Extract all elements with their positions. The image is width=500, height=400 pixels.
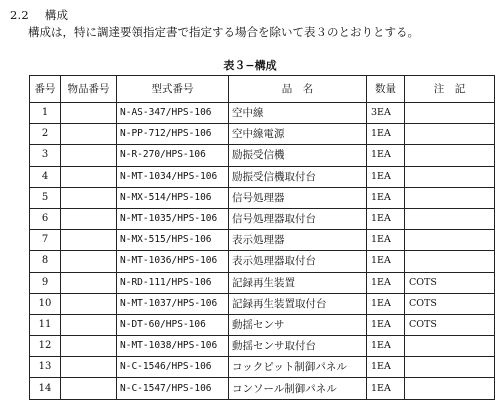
cell-note: COTS [405,314,495,335]
cell-item-no [61,187,117,208]
table-row [30,145,495,166]
table-row [30,378,495,399]
table-row [30,272,495,293]
header-item-no: 物品番号 [61,76,117,103]
cell-qty: 1EA [367,251,405,272]
cell-item-no [61,230,117,251]
cell-qty: 1EA [367,378,405,399]
cell-no: 4 [30,166,61,187]
cell-model: N-MT-1036/HPS-106 [117,251,229,272]
cell-no: 1 [30,103,61,124]
cell-item-no [61,251,117,272]
cell-qty: 1EA [367,357,405,378]
intro-paragraph: 構成は，特に調達要領指定書で指定する場合を除いて表３のとおりとする。 [28,25,419,39]
cell-no: 5 [30,187,61,208]
cell-no: 3 [30,145,61,166]
cell-no: 13 [30,357,61,378]
cell-item-no [61,314,117,335]
cell-item-no [61,208,117,229]
cell-no: 12 [30,336,61,357]
table-header-row [30,76,495,103]
cell-model: N-C-1546/HPS-106 [117,357,229,378]
cell-qty: 3EA [367,103,405,124]
cell-note [405,230,495,251]
cell-no: 11 [30,314,61,335]
cell-name: 動揺センサ取付台 [229,336,367,357]
cell-model: N-AS-347/HPS-106 [117,103,229,124]
cell-qty: 1EA [367,208,405,229]
cell-no: 7 [30,230,61,251]
header-model: 型式番号 [117,76,229,103]
cell-no: 8 [30,251,61,272]
cell-note [405,357,495,378]
cell-item-no [61,103,117,124]
cell-note: COTS [405,293,495,314]
cell-no: 10 [30,293,61,314]
section-title: 構成 [44,8,69,22]
cell-qty: 1EA [367,314,405,335]
table-row [30,166,495,187]
header-note: 注 記 [405,76,495,103]
cell-item-no [61,336,117,357]
cell-item-no [61,124,117,145]
cell-no: 2 [30,124,61,145]
cell-item-no [61,145,117,166]
cell-name: 表示処理器 [229,230,367,251]
cell-name: 信号処理器 [229,187,367,208]
table-row [30,251,495,272]
cell-qty: 1EA [367,187,405,208]
cell-note [405,187,495,208]
table-row [30,293,495,314]
cell-note: COTS [405,272,495,293]
header-name: 品 名 [229,76,367,103]
cell-model: N-MT-1035/HPS-106 [117,208,229,229]
cell-name: 空中線電源 [229,124,367,145]
table-row [30,103,495,124]
cell-model: N-C-1547/HPS-106 [117,378,229,399]
cell-model: N-MT-1038/HPS-106 [117,336,229,357]
cell-model: N-PP-712/HPS-106 [117,124,229,145]
table-row [30,357,495,378]
cell-name: コンソール制御パネル [229,378,367,399]
table-row [30,187,495,208]
cell-item-no [61,357,117,378]
cell-item-no [61,378,117,399]
cell-item-no [61,272,117,293]
section-heading [10,7,68,23]
cell-qty: 1EA [367,293,405,314]
cell-note [405,208,495,229]
cell-item-no [61,166,117,187]
cell-model: N-MX-514/HPS-106 [117,187,229,208]
cell-model: N-DT-60/HPS-106 [117,314,229,335]
header-no: 番号 [30,76,61,103]
cell-note [405,124,495,145]
table-row [30,336,495,357]
cell-qty: 1EA [367,145,405,166]
configuration-table [29,75,495,400]
cell-no: 9 [30,272,61,293]
cell-note [405,251,495,272]
cell-note [405,378,495,399]
table-row [30,230,495,251]
cell-name: 励振受信機 [229,145,367,166]
cell-qty: 1EA [367,166,405,187]
cell-note [405,103,495,124]
cell-model: N-MX-515/HPS-106 [117,230,229,251]
cell-name: 動揺センサ [229,314,367,335]
cell-name: 励振受信機取付台 [229,166,367,187]
table-caption: 表３−構成 [223,59,277,72]
cell-note [405,336,495,357]
cell-model: N-R-270/HPS-106 [117,145,229,166]
cell-note [405,145,495,166]
cell-qty: 1EA [367,230,405,251]
cell-name: コックピット制御パネル [229,357,367,378]
cell-item-no [61,293,117,314]
cell-no: 14 [30,378,61,399]
cell-name: 信号処理器取付台 [229,208,367,229]
table-row [30,124,495,145]
cell-model: N-RD-111/HPS-106 [117,272,229,293]
cell-model: N-MT-1034/HPS-106 [117,166,229,187]
cell-name: 記録再生装置 [229,272,367,293]
table-row [30,314,495,335]
table-body [30,103,495,400]
section-number: 2.2 [10,8,29,22]
cell-qty: 1EA [367,272,405,293]
table-row [30,208,495,229]
cell-qty: 1EA [367,124,405,145]
cell-qty: 1EA [367,336,405,357]
header-qty: 数量 [367,76,405,103]
cell-no: 6 [30,208,61,229]
cell-name: 表示処理器取付台 [229,251,367,272]
cell-model: N-MT-1037/HPS-106 [117,293,229,314]
cell-name: 空中線 [229,103,367,124]
cell-note [405,166,495,187]
cell-name: 記録再生装置取付台 [229,293,367,314]
